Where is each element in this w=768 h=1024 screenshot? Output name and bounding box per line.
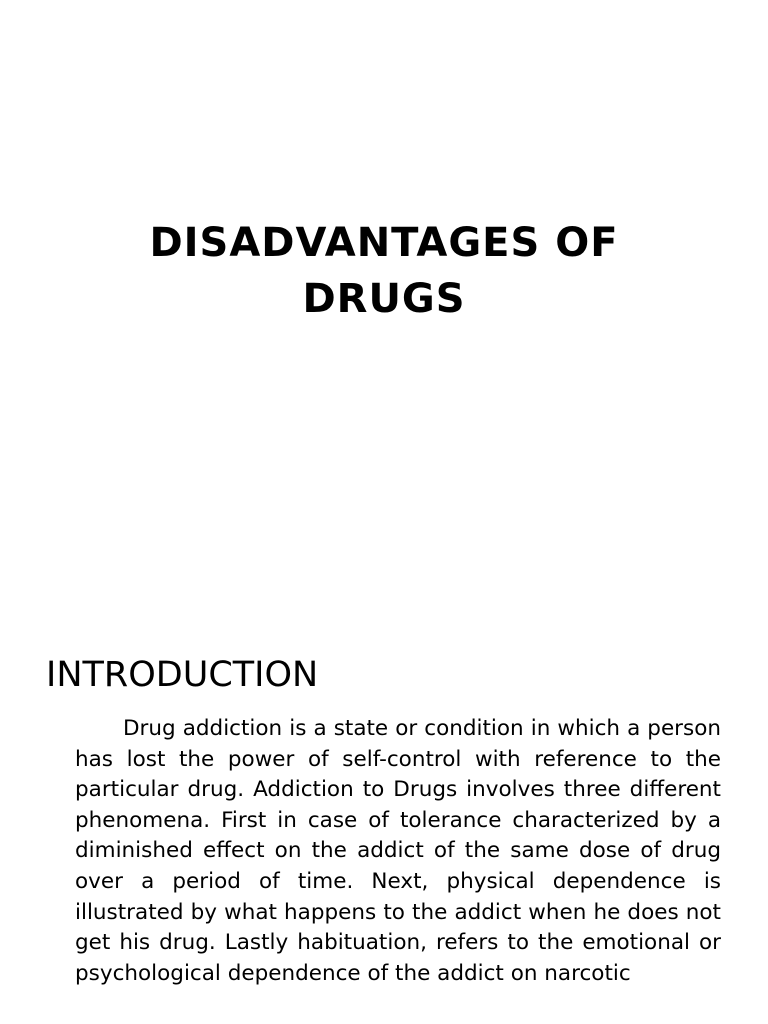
title-line-2: DRUGS xyxy=(302,275,466,322)
title-line-1: DISADVANTAGES OF xyxy=(149,219,619,266)
introduction-paragraph: Drug addiction is a state or condition in which a person has lost the power of self-control with reference to the particular drug. Addiction to Drugs involves three different phenomena. First in case of tolerance characterized by a diminished effect on the addict of the same dose of drug over a period of time. Next, physical dependence is illustrated by what happens to the addict when he does not get his drug. Lastly habituation, refers to the emotional or psychological dependence of the addict on narcotic xyxy=(75,716,721,986)
document-title xyxy=(0,215,768,327)
section-heading-introduction: INTRODUCTION xyxy=(46,655,319,696)
